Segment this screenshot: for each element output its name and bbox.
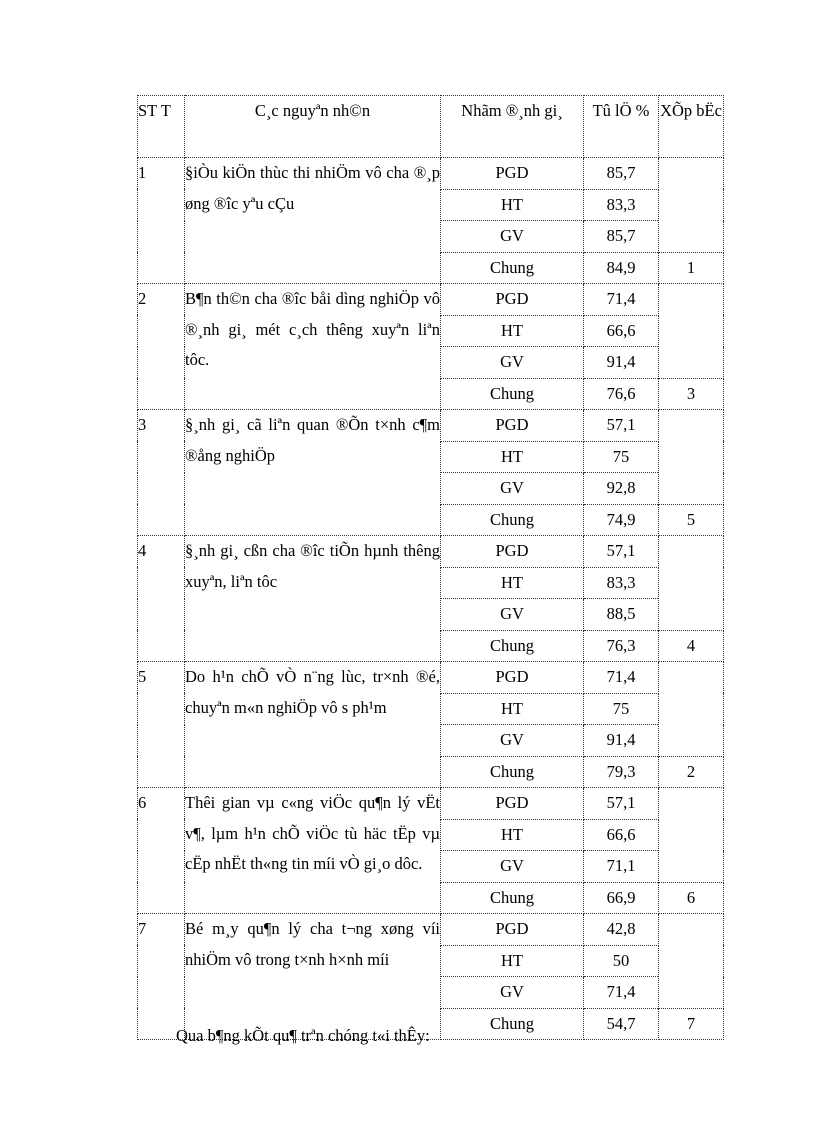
group-name: PGD: [441, 662, 584, 694]
table-row: [138, 788, 724, 820]
table-header-row: [138, 96, 724, 158]
group-name: HT: [441, 315, 584, 347]
rank-blank-cell: [659, 914, 724, 1009]
percent-value: 57,1: [584, 410, 659, 442]
percent-value: 92,8: [584, 473, 659, 505]
percent-value: 83,3: [584, 567, 659, 599]
cause-text: §iÒu kiÖn thùc thi nhiÖm vô cha ®¸p øng ®îc yªu cÇu: [185, 158, 441, 284]
row-number: 2: [138, 284, 185, 410]
header-percent: Tû lÖ %: [584, 96, 659, 158]
rank-value: 2: [659, 756, 724, 788]
percent-value: 79,3: [584, 756, 659, 788]
row-number: 1: [138, 158, 185, 284]
percent-value: 85,7: [584, 221, 659, 253]
percent-value: 83,3: [584, 189, 659, 221]
group-name: Chung: [441, 252, 584, 284]
percent-value: 88,5: [584, 599, 659, 631]
group-name: PGD: [441, 914, 584, 946]
percent-value: 74,9: [584, 504, 659, 536]
table-row: [138, 536, 724, 568]
percent-value: 91,4: [584, 347, 659, 379]
row-number: 6: [138, 788, 185, 914]
percent-value: 91,4: [584, 725, 659, 757]
group-name: GV: [441, 599, 584, 631]
percent-value: 57,1: [584, 788, 659, 820]
percent-value: 85,7: [584, 158, 659, 190]
percent-value: 76,3: [584, 630, 659, 662]
table-body: [138, 158, 724, 1040]
header-rank: XÕp bËc: [659, 96, 724, 158]
rank-value: 3: [659, 378, 724, 410]
percent-value: 71,4: [584, 284, 659, 316]
group-name: HT: [441, 945, 584, 977]
row-number: 3: [138, 410, 185, 536]
table-row: [138, 158, 724, 190]
header-group: Nhãm ®¸nh gi¸: [441, 96, 584, 158]
cause-text: Thêi gian vµ c«ng viÖc qu¶n lý vËt v¶, lµm h¹n chÕ viÖc tù häc tËp vµ cËp nhËt th«ng tin míi vÒ gi¸o dôc.: [185, 788, 441, 914]
group-name: PGD: [441, 284, 584, 316]
rank-blank-cell: [659, 536, 724, 631]
percent-value: 71,4: [584, 662, 659, 694]
group-name: PGD: [441, 536, 584, 568]
rank-value: 1: [659, 252, 724, 284]
cause-text: Do h¹n chÕ vÒ n¨ng lùc, tr×nh ®é, chuyªn m«n nghiÖp vô s ph¹m: [185, 662, 441, 788]
percent-value: 50: [584, 945, 659, 977]
group-name: Chung: [441, 756, 584, 788]
table-row: [138, 410, 724, 442]
percent-value: 75: [584, 441, 659, 473]
rank-value: 7: [659, 1008, 724, 1040]
percent-value: 66,6: [584, 315, 659, 347]
group-name: HT: [441, 693, 584, 725]
group-name: HT: [441, 441, 584, 473]
table-row: [138, 284, 724, 316]
group-name: Chung: [441, 882, 584, 914]
group-name: HT: [441, 567, 584, 599]
percent-value: 76,6: [584, 378, 659, 410]
percent-value: 66,6: [584, 819, 659, 851]
group-name: GV: [441, 347, 584, 379]
header-stt: ST T: [138, 96, 185, 158]
rank-blank-cell: [659, 158, 724, 253]
row-number: 5: [138, 662, 185, 788]
header-cause: C¸c nguyªn nh©n: [185, 96, 441, 158]
group-name: HT: [441, 189, 584, 221]
group-name: PGD: [441, 788, 584, 820]
group-name: Chung: [441, 1008, 584, 1040]
cause-text: §¸nh gi¸ cã liªn quan ®Õn t×nh c¶m ®ång nghiÖp: [185, 410, 441, 536]
group-name: HT: [441, 819, 584, 851]
percent-value: 66,9: [584, 882, 659, 914]
rank-blank-cell: [659, 284, 724, 379]
percent-value: 71,1: [584, 851, 659, 883]
percent-value: 54,7: [584, 1008, 659, 1040]
cause-text: B¶n th©n cha ®îc båi dìng nghiÖp vô ®¸nh gi¸ mét c¸ch thêng xuyªn liªn tôc.: [185, 284, 441, 410]
cause-text: Bé m¸y qu¶n lý cha t¬ng xøng víi nhiÖm vô trong t×nh h×nh míi: [185, 914, 441, 1040]
group-name: GV: [441, 221, 584, 253]
row-number: 4: [138, 536, 185, 662]
group-name: Chung: [441, 378, 584, 410]
group-name: GV: [441, 851, 584, 883]
group-name: GV: [441, 977, 584, 1009]
rank-value: 5: [659, 504, 724, 536]
percent-value: 84,9: [584, 252, 659, 284]
table-row: [138, 662, 724, 694]
rank-value: 4: [659, 630, 724, 662]
group-name: PGD: [441, 158, 584, 190]
survey-results-table: [137, 95, 724, 1040]
percent-value: 71,4: [584, 977, 659, 1009]
rank-blank-cell: [659, 410, 724, 505]
summary-paragraph: Qua b¶ng kÕt qu¶ trªn chóng t«i thÊy:: [176, 1026, 430, 1045]
cause-text: §¸nh gi¸ cßn cha ®îc tiÕn hµnh thêng xuyªn, liªn tôc: [185, 536, 441, 662]
percent-value: 75: [584, 693, 659, 725]
group-name: GV: [441, 473, 584, 505]
group-name: PGD: [441, 410, 584, 442]
group-name: GV: [441, 725, 584, 757]
rank-value: 6: [659, 882, 724, 914]
row-number: 7: [138, 914, 185, 1040]
percent-value: 57,1: [584, 536, 659, 568]
percent-value: 42,8: [584, 914, 659, 946]
group-name: Chung: [441, 630, 584, 662]
rank-blank-cell: [659, 788, 724, 883]
rank-blank-cell: [659, 662, 724, 757]
table-row: [138, 914, 724, 946]
group-name: Chung: [441, 504, 584, 536]
